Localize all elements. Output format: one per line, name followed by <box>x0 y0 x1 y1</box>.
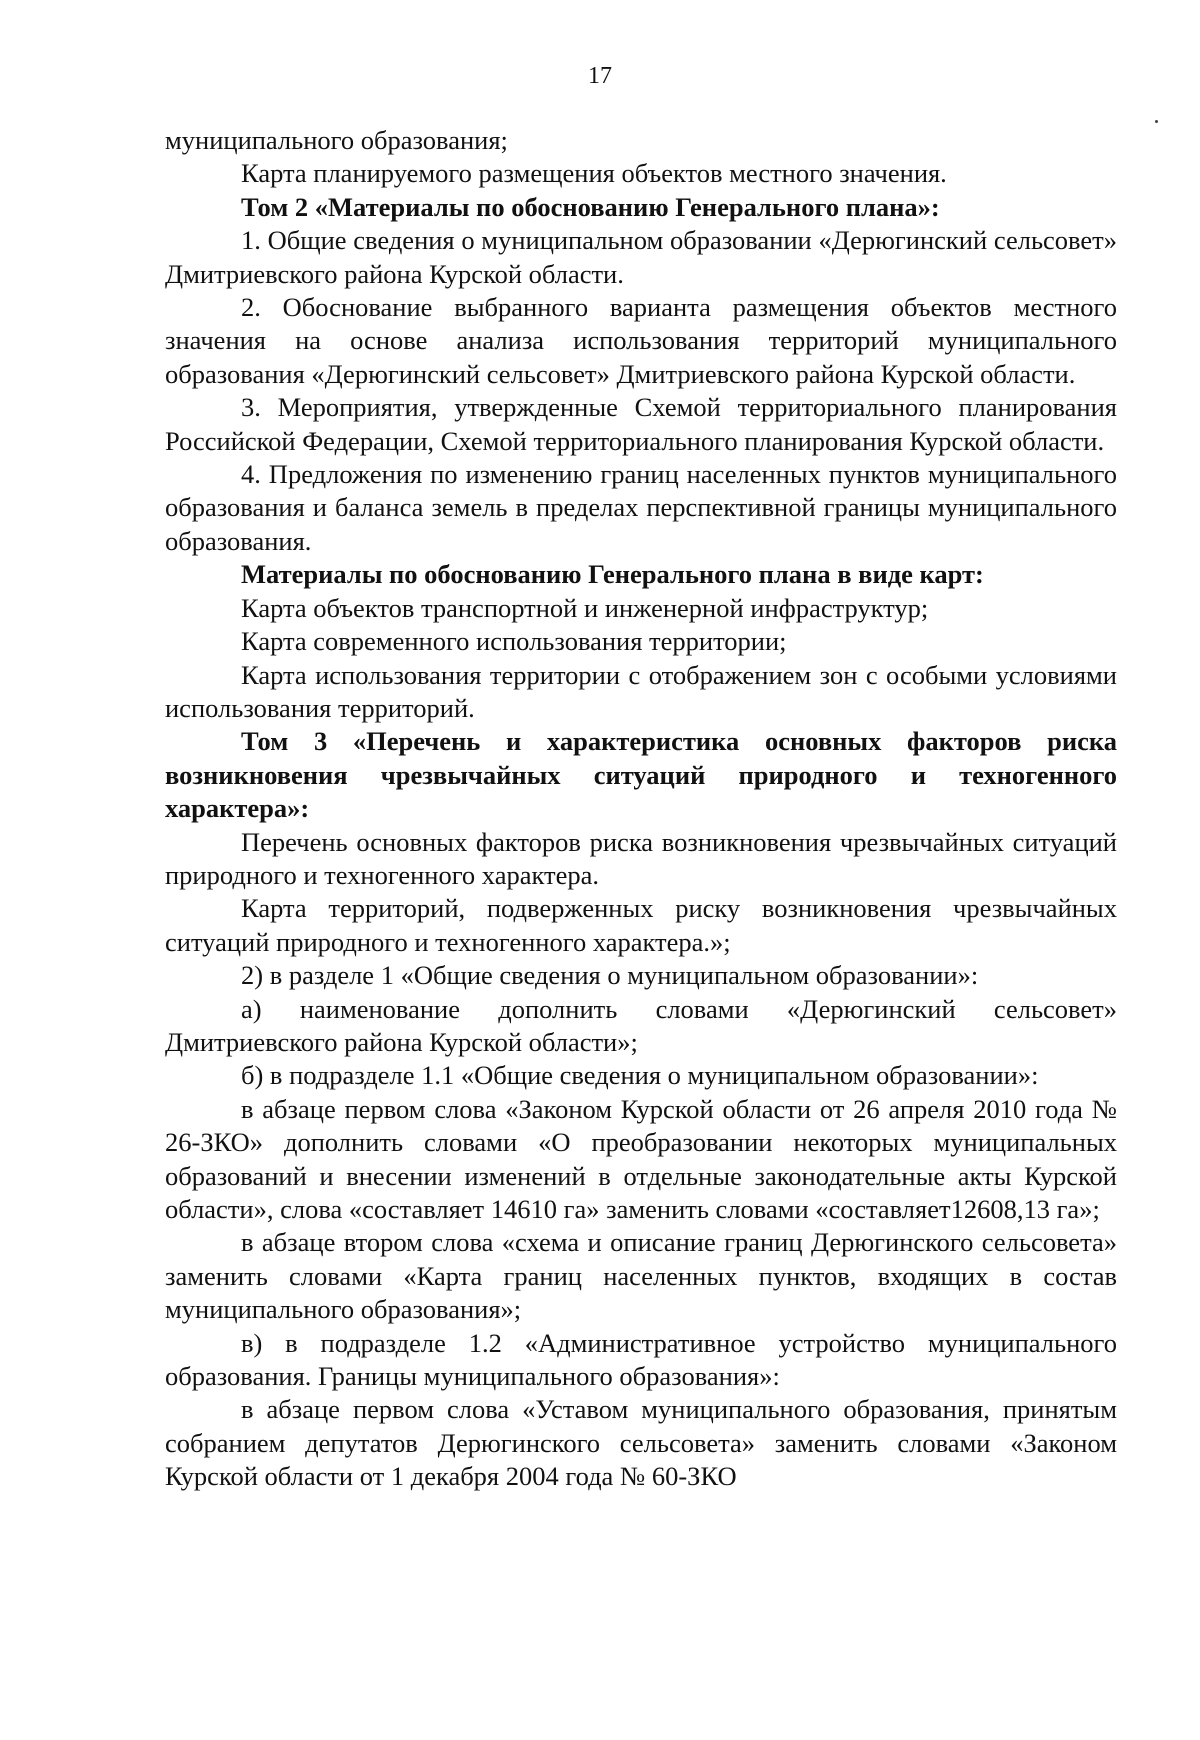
paragraph: Карта объектов транспортной и инженерной инфраструктур; <box>241 592 929 623</box>
paragraph: а) наименование дополнить словами «Дерюгинский сельсовет» Дмитриевского района Курской области»; <box>165 993 1117 1057</box>
paragraph: Карта использования территории с отображением зон с особыми условиями использования территорий. <box>165 659 1117 723</box>
section-heading: Том 2 «Материалы по обоснованию Генерального плана»: <box>241 191 940 222</box>
paragraph: Перечень основных факторов риска возникновения чрезвычайных ситуаций природного и техногенного характера. <box>165 826 1117 890</box>
section-heading: Том 3 «Перечень и характеристика основных факторов риска возникновения чрезвычайных ситуаций природного и техногенного характера»: <box>165 726 1117 824</box>
paragraph: Карта территорий, подверженных риску возникновения чрезвычайных ситуаций природного и техногенного характера.»; <box>165 893 1117 957</box>
scan-speck <box>1155 120 1158 123</box>
page-number: 17 <box>588 63 612 89</box>
paragraph: в абзаце первом слова «Законом Курской области от 26 апреля 2010 года № 26-ЗКО» дополнить словами «О преобразовании некоторых муниципальных образований и внесении изменений в отдельные законодательные акты Курской области», слова «составляет 14610 га» заменить словами «составляет12608,13 га»; <box>165 1093 1117 1224</box>
section-heading: Материалы по обоснованию Генерального плана в виде карт: <box>241 559 984 590</box>
paragraph: в абзаце первом слова «Уставом муниципального образования, принятым собранием депутатов Дерюгинского сельсовета» заменить словами «Законом Курской области от 1 декабря 2004 года № 60-ЗКО <box>165 1394 1117 1492</box>
paragraph: в абзаце втором слова «схема и описание границ Дерюгинского сельсовета» заменить словами «Карта границ населенных пунктов, входящих в состав муниципального образования»; <box>165 1227 1117 1325</box>
paragraph: б) в подразделе 1.1 «Общие сведения о муниципальном образовании»: <box>241 1060 1039 1091</box>
paragraph: 2. Обоснование выбранного варианта размещения объектов местного значения на основе анализа использования территорий муниципального образования «Дерюгинский сельсовет» Дмитриевского района Курской области. <box>165 292 1117 389</box>
paragraph: Карта планируемого размещения объектов местного значения. <box>241 158 947 189</box>
paragraph: 4. Предложения по изменению границ населенных пунктов муниципального образования и баланса земель в пределах перспективной границы муниципального образования. <box>165 459 1117 556</box>
paragraph: 2) в разделе 1 «Общие сведения о муниципальном образовании»: <box>241 960 979 991</box>
paragraph: Карта современного использования территории; <box>241 626 787 657</box>
paragraph: 3. Мероприятия, утвержденные Схемой территориального планирования Российской Федерации, Схемой территориального планирования Курской области. <box>165 392 1117 456</box>
document-body <box>165 124 1117 1494</box>
paragraph: муниципального образования; <box>165 125 508 155</box>
paragraph: в) в подразделе 1.2 «Административное устройство муниципального образования. Границы муниципального образования»: <box>165 1327 1117 1392</box>
paragraph: 1. Общие сведения о муниципальном образовании «Дерюгинский сельсовет» Дмитриевского района Курской области. <box>165 225 1117 289</box>
